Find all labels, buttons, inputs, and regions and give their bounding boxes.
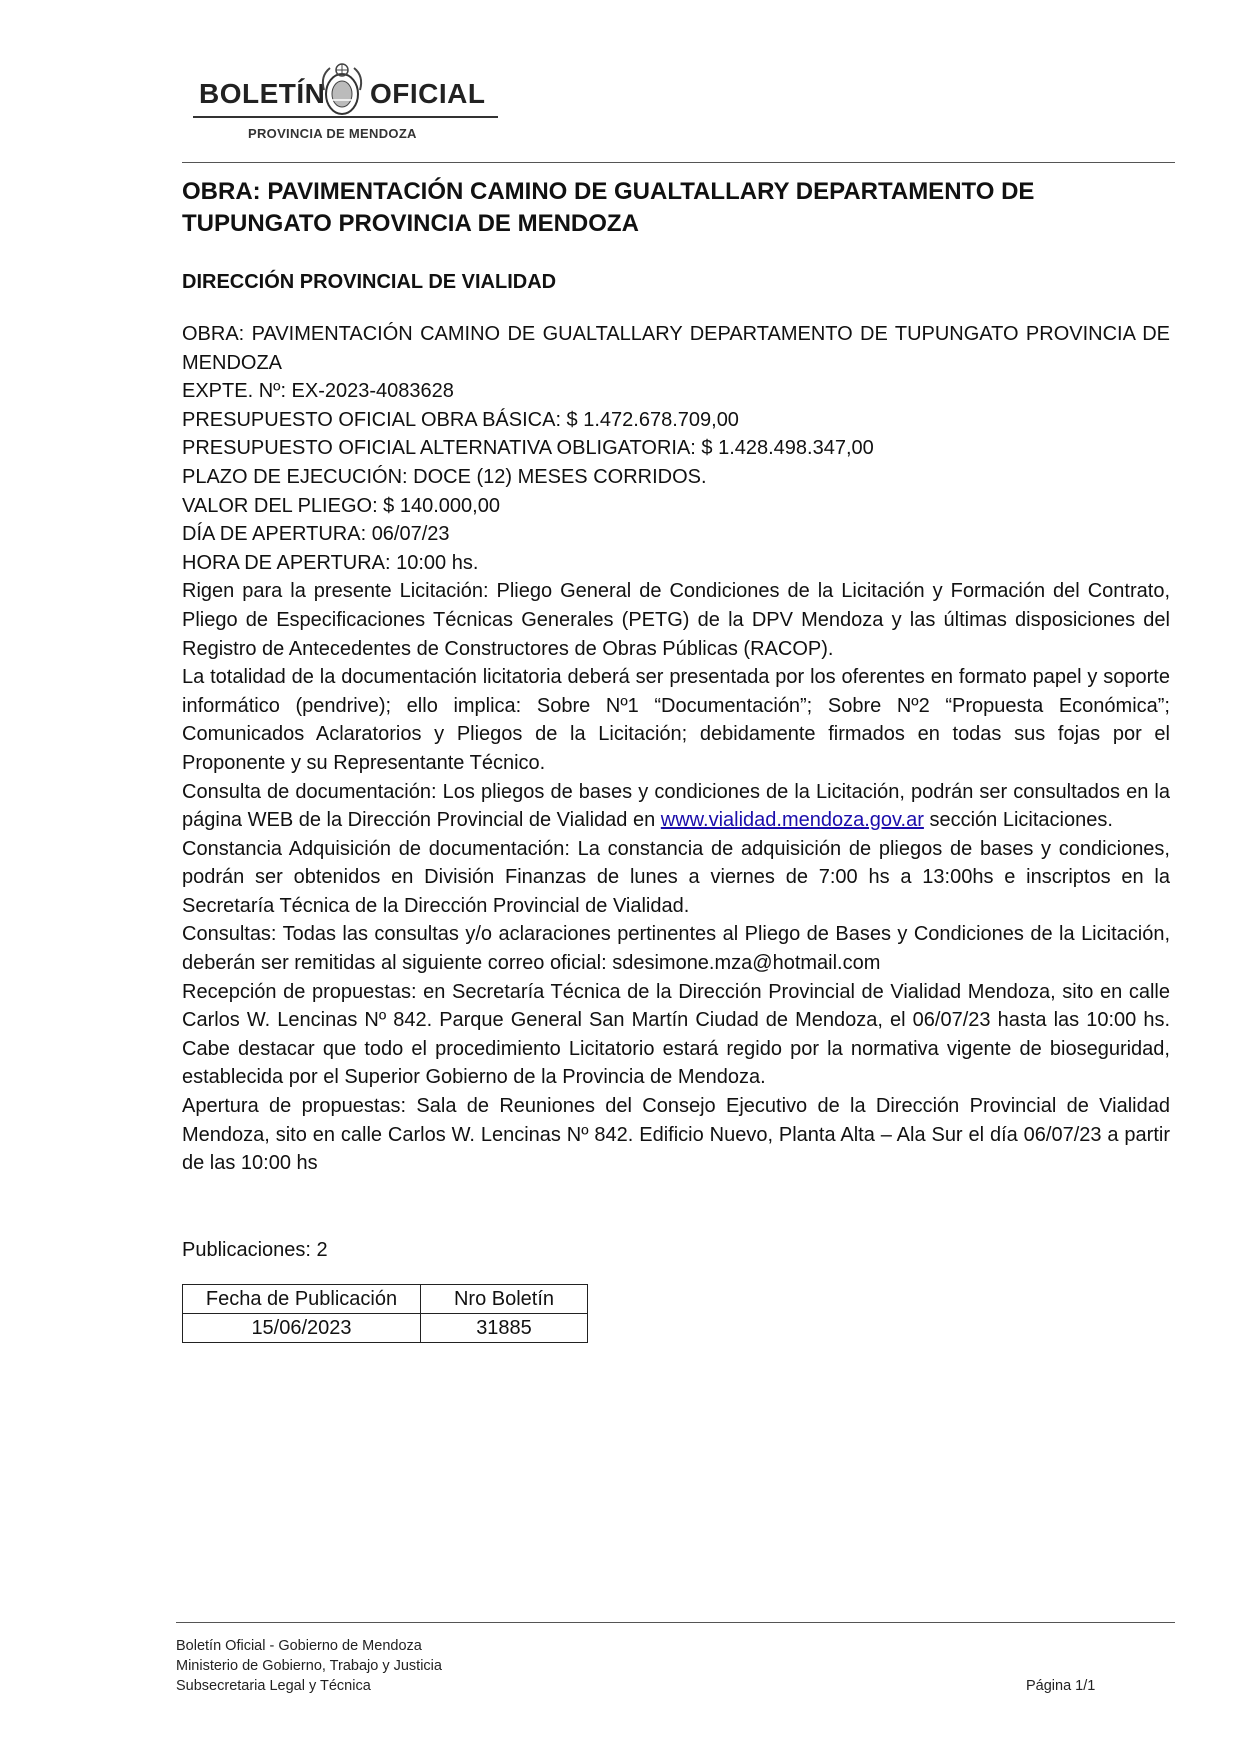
cell-fecha: 15/06/2023 xyxy=(183,1313,421,1342)
logo-divider xyxy=(193,116,498,118)
rigen-paragraph: Rigen para la presente Licitación: Pliego General de Condiciones de la Licitación y Formación del Contrato, Pliego de Especificaciones Técnicas Generales (PETG) de la DPV Mendoza y las últimas disposiciones del Registro de Antecedentes de Constructores de Obras Públicas (RACOP). xyxy=(182,580,1170,660)
footer-line-3: Subsecretaria Legal y Técnica xyxy=(176,1678,371,1694)
header-divider xyxy=(182,162,1175,163)
valor-pliego-line: VALOR DEL PLIEGO: $ 140.000,00 xyxy=(182,494,500,517)
notice-title: OBRA: PAVIMENTACIÓN CAMINO DE GUALTALLARY DEPARTAMENTO DE TUPUNGATO PROVINCIA DE MENDOZA xyxy=(182,178,1035,237)
publicaciones-table xyxy=(182,1284,588,1343)
consultas-paragraph: Consultas: Todas las consultas y/o aclaraciones pertinentes al Pliego de Bases y Condiciones de la Licitación, deberán ser remitidas al siguiente correo oficial: sdesimone.mza@hotmail.com xyxy=(182,923,1170,975)
presupuesto-alternativa-line: PRESUPUESTO OFICIAL ALTERNATIVA OBLIGATORIA: $ 1.428.498.347,00 xyxy=(182,437,874,460)
obra-line: OBRA: PAVIMENTACIÓN CAMINO DE GUALTALLARY DEPARTAMENTO DE TUPUNGATO PROVINCIA DE MENDOZA xyxy=(182,323,1170,374)
column-header-nro-boletin: Nro Boletín xyxy=(421,1284,588,1313)
plazo-line: PLAZO DE EJECUCIÓN: DOCE (12) MESES CORRIDOS. xyxy=(182,465,707,488)
expediente-line: EXPTE. Nº: EX-2023-4083628 xyxy=(182,380,454,403)
footer-divider xyxy=(176,1622,1175,1623)
consulta-doc-text: Consulta de documentación: Los pliegos de bases y condiciones de la Licitación, podrán ser consultados en la página WEB de la Dirección Provincial de Vialidad en xyxy=(182,780,1170,832)
footer xyxy=(176,1636,442,1696)
logo-word-boletin: BOLETÍN xyxy=(199,78,326,109)
recepcion-paragraph: Recepción de propuestas: en Secretaría Técnica de la Dirección Provincial de Vialidad Mendoza, sito en calle Carlos W. Lencinas Nº 842. Parque General San Martín Ciudad de Mendoza, el 06/07/23 hasta las 10:00 hs. Cabe destacar que todo el procedimiento Licitatorio estará regido por la normativa vigente de bioseguridad, establecida por el Superior Gobierno de la Provincia de Mendoza. xyxy=(182,980,1170,1089)
publicaciones-count: Publicaciones: 2 xyxy=(182,1238,328,1261)
page-number: Página 1/1 xyxy=(1026,1678,1096,1694)
logo-word-oficial: OFICIAL xyxy=(370,78,486,109)
boletin-oficial-logo xyxy=(193,58,498,148)
mendoza-seal-icon xyxy=(316,60,368,120)
footer-line-1: Boletín Oficial - Gobierno de Mendoza xyxy=(176,1638,422,1654)
cell-nro-boletin: 31885 xyxy=(421,1313,588,1342)
vialidad-website-link[interactable]: www.vialidad.mendoza.gov.ar xyxy=(660,809,924,832)
constancia-paragraph: Constancia Adquisición de documentación: La constancia de adquisición de pliegos de bases y condiciones, podrán ser obtenidos en División Finanzas de lunes a viernes de 7:00 hs a 13:00hs e inscriptos en la Secretaría Técnica de la Dirección Provincial de Vialidad. xyxy=(182,837,1170,917)
agency-name: DIRECCIÓN PROVINCIAL DE VIALIDAD xyxy=(182,271,557,293)
hora-apertura-line: HORA DE APERTURA: 10:00 hs. xyxy=(182,551,479,574)
presupuesto-basica-line: PRESUPUESTO OFICIAL OBRA BÁSICA: $ 1.472.678.709,00 xyxy=(182,408,739,431)
consulta-documentacion-paragraph xyxy=(182,778,1170,835)
notice-body xyxy=(182,320,1170,1178)
apertura-paragraph: Apertura de propuestas: Sala de Reuniones del Consejo Ejecutivo de la Dirección Provincial de Vialidad Mendoza, sito en calle Carlos W. Lencinas Nº 842. Edificio Nuevo, Planta Alta – Ala Sur el día 06/07/23 a partir de las 10:00 hs xyxy=(182,1095,1170,1175)
logo-subtitle: PROVINCIA DE MENDOZA xyxy=(248,126,417,141)
dia-apertura-line: DÍA DE APERTURA: 06/07/23 xyxy=(182,523,450,546)
notice-content xyxy=(182,176,1170,1343)
table-header-row xyxy=(183,1284,588,1313)
column-header-fecha: Fecha de Publicación xyxy=(183,1284,421,1313)
consulta-doc-suffix: sección Licitaciones. xyxy=(929,809,1113,832)
footer-line-2: Ministerio de Gobierno, Trabajo y Justicia xyxy=(176,1658,442,1674)
totalidad-paragraph: La totalidad de la documentación licitatoria deberá ser presentada por los oferentes en formato papel y soporte informático (pendrive); ello implica: Sobre Nº1 “Documentación”; Sobre Nº2 “Propuesta Económica”; Comunicados Aclaratorios y Pliegos de la Licitación; debidamente firmados en todas sus fojas por el Proponente y su Representante Técnico. xyxy=(182,666,1170,774)
table-row xyxy=(183,1313,588,1342)
